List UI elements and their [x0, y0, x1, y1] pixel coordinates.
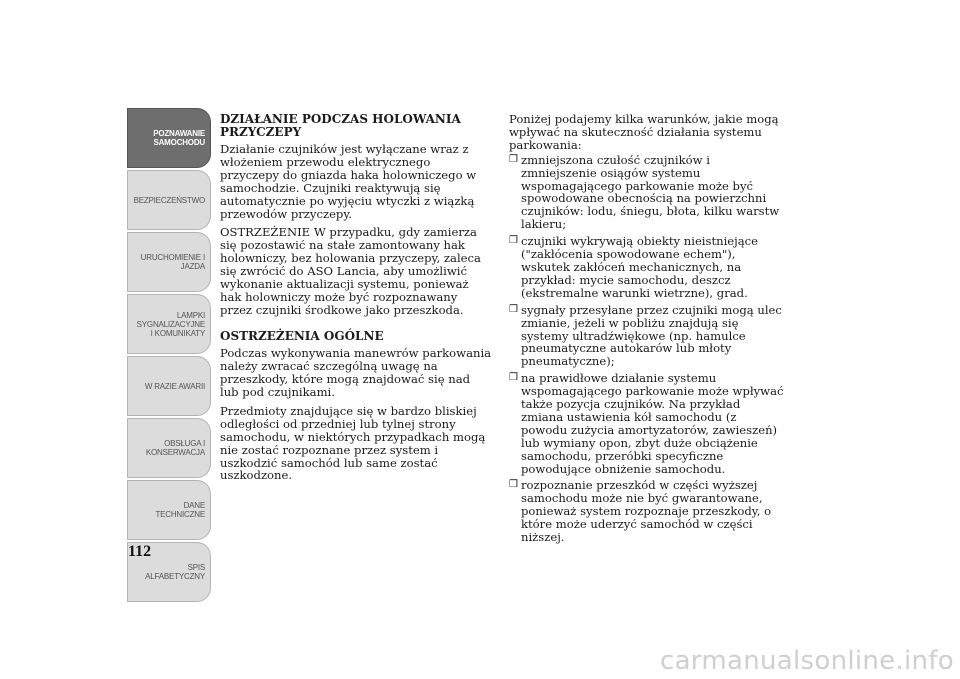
list-item — [509, 479, 785, 544]
tab-poznawanie-samochodu[interactable] — [127, 108, 211, 168]
page-number: 112 — [128, 543, 152, 560]
tab-label: OBSŁUGA I KONSERWACJA — [145, 439, 205, 457]
right-column — [509, 113, 785, 548]
checkbox-bullet-icon: ❒ — [509, 372, 518, 384]
tab-label: BEZPIECZEŃSTWO — [133, 195, 205, 205]
tab-lampki-sygnalizacyjne[interactable] — [127, 294, 211, 354]
list-item — [509, 154, 785, 231]
tab-label: DANE TECHNICZNE — [155, 501, 205, 519]
checkbox-bullet-icon: ❒ — [509, 479, 518, 491]
section-heading-towing: DZIAŁANIE PODCZAS HOLOWANIA PRZYCZEPY — [220, 112, 461, 139]
paragraph: Działanie czujników jest wyłączane wraz z włożeniem przewodu elektrycznego przyczepy do gniazda haka holowniczego w samochodzie. Czujniki reaktywują się automatycznie po wyjęciu wtyczki z wiązką przewodów przyczepy. — [220, 142, 477, 221]
tab-label: POZNAWANIE SAMOCHODU — [153, 129, 205, 147]
tab-w-razie-awarii[interactable] — [127, 356, 211, 416]
tab-label: SPIS ALFABETYCZNY — [145, 563, 205, 581]
tab-label: URUCHOMIENIE I JAZDA — [140, 253, 205, 271]
tab-label: LAMPKI SYGNALIZACYJNE I KOMUNIKATY — [136, 310, 205, 338]
conditions-list — [509, 154, 785, 544]
paragraph-intro: Poniżej podajemy kilka warunków, jakie mogą wpływać na skuteczność działania systemu parkowania: — [509, 112, 779, 152]
section-heading-general-warnings: OSTRZEŻENIA OGÓLNE — [220, 328, 384, 343]
tab-bezpieczenstwo[interactable] — [127, 170, 211, 230]
paragraph: Podczas wykonywania manewrów parkowania należy zwracać szczególną uwagę na przeszkody, które mogą znajdować się nad lub pod czujnikami. — [220, 346, 492, 399]
tab-label: W RAZIE AWARII — [144, 381, 205, 391]
list-item — [509, 235, 785, 300]
paragraph-warning: OSTRZEŻENIE W przypadku, gdy zamierza się pozostawić na stałe zamontowany hak holowniczy, bez holowania przyczepy, zaleca się zwrócić do ASO Lancia, aby umożliwić wykonanie aktualizacji systemu, ponieważ hak holowniczy może być rozpoznawany przez czujniki środkowe jako przeszkoda. — [220, 225, 481, 317]
list-item-text: zmniejszona czułość czujników i zmniejszenie osiągów systemu wspomagającego parkowanie może być spowodowane obecnością na powierzchni czujników: lodu, śniegu, błota, kilku warstw lakieru; — [521, 152, 780, 232]
checkbox-bullet-icon: ❒ — [509, 235, 518, 247]
list-item-text: na prawidłowe działanie systemu wspomagającego parkowanie może wpływać także pozycja czujników. Na przykład zmiana ustawienia kół samochodu (z powodu zużycia amortyzatorów, zawieszeń) lub wymiany opon, zbyt duże obciążenie samochodu, przeróbki specyficzne powodujące obniżenie samochodu. — [521, 371, 784, 476]
list-item-text: sygnały przesyłane przez czujniki mogą ulec zmianie, jeżeli w pobliżu znajdują się systemy ultradźwiękowe (np. hamulce pneumatyczne autokarów lub młoty pneumatyczne); — [521, 302, 782, 369]
paragraph: Przedmioty znajdujące się w bardzo bliskiej odległości od przedniej lub tylnej strony samochodu, w niektórych przypadkach mogą nie zostać rozpoznane przez system i uszkodzić samochód lub same zostać uszkodzone. — [220, 403, 486, 483]
list-item — [509, 304, 785, 369]
checkbox-bullet-icon: ❒ — [509, 153, 518, 165]
list-item — [509, 372, 785, 475]
watermark: carmanualsonline.info — [659, 646, 954, 676]
left-column — [220, 113, 492, 488]
list-item-text: rozpoznanie przeszkód w części wyższej samochodu może nie być gwarantowane, ponieważ system rozpoznaje przeszkody, o które może uderzyć samochód w części niższej. — [521, 478, 772, 545]
list-item-text: czujniki wykrywają obiekty nieistniejące ("zakłócenia spowodowane echem"), wskutek zakłóceń mechanicznych, na przykład: mycie samochodu, deszcz (ekstremalne warunki wietrzne), grad. — [521, 234, 759, 300]
checkbox-bullet-icon: ❒ — [509, 303, 518, 315]
tab-uruchomienie-i-jazda[interactable] — [127, 232, 211, 292]
tab-obsluga-i-konserwacja[interactable] — [127, 418, 211, 478]
tab-dane-techniczne[interactable] — [127, 480, 211, 540]
